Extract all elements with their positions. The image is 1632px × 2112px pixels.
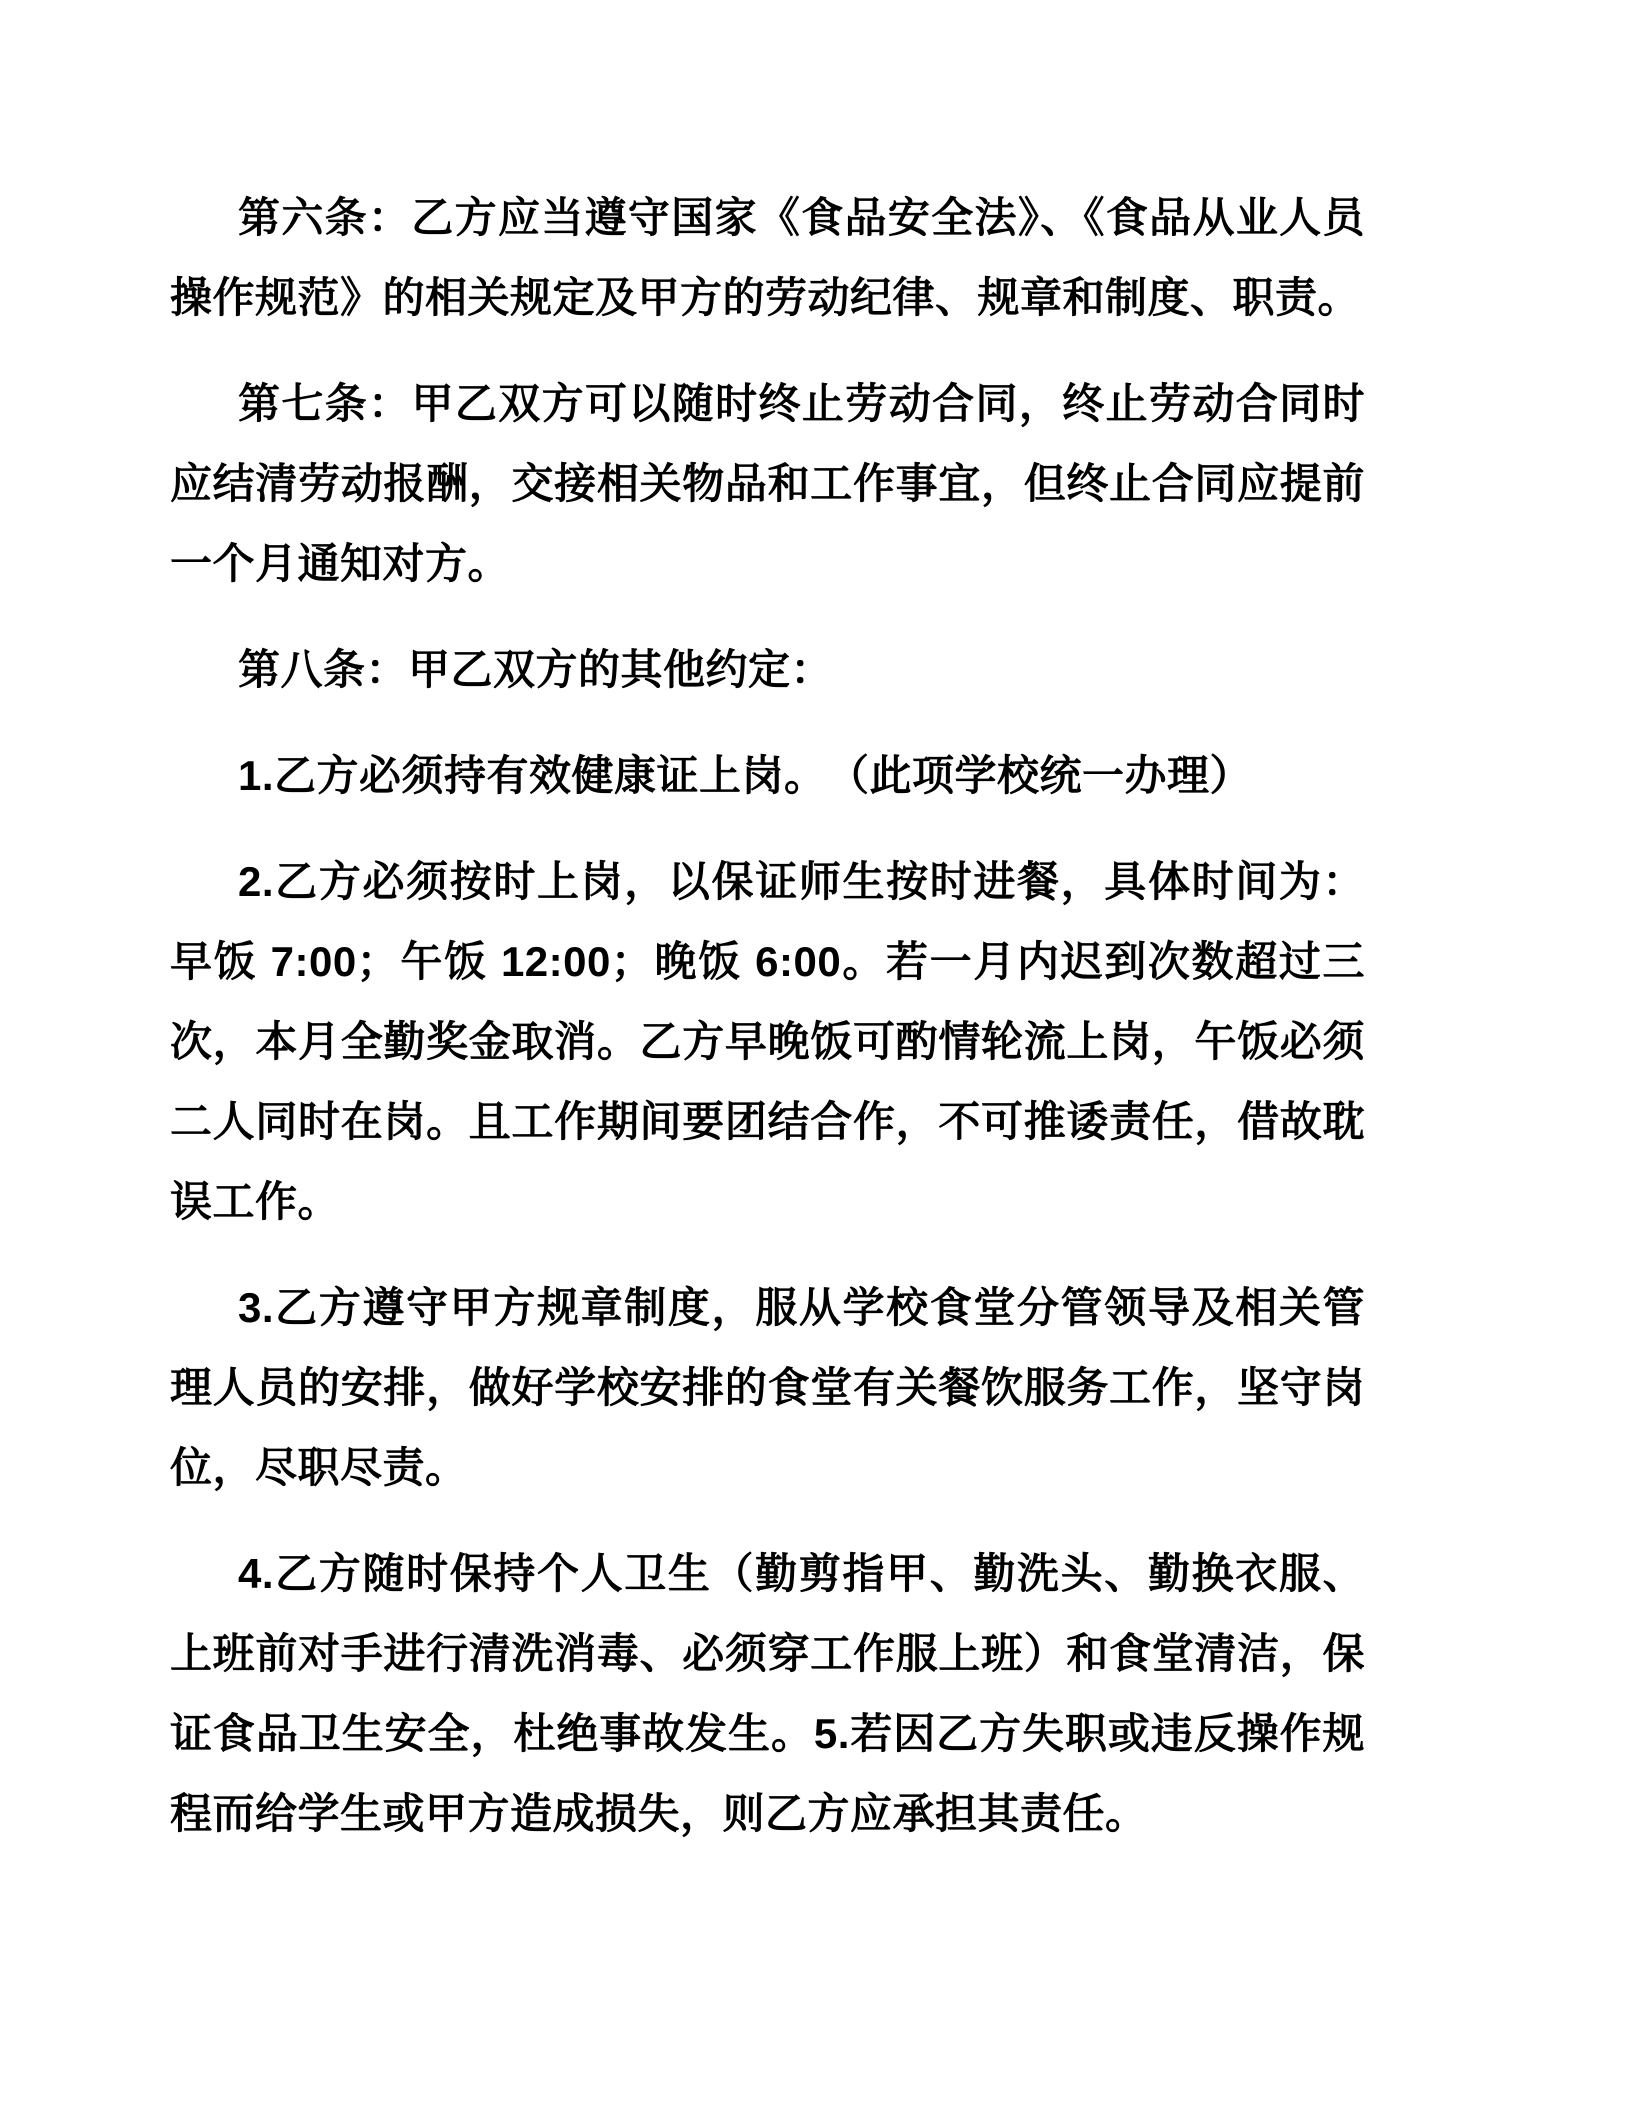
paragraph-article-6: 第六条：乙方应当遵守国家《食品安全法》、《食品从业人员操作规范》的相关规定及甲方的劳动纪律、规章和制度、职责。 [170,194,1365,321]
paragraph-clause-3: 3.乙方遵守甲方规章制度，服从学校食堂分管领导及相关管理人员的安排，做好学校安排的食堂有关餐饮服务工作，坚守岗位，尽职尽责。 [170,1284,1365,1491]
paragraph-clause-2: 2.乙方必须按时上岗，以保证师生按时进餐，具体时间为：早饭 7:00；午饭 12:00；晚饭 6:00。若一月内迟到次数超过三次，本月全勤奖金取消。乙方早晚饭可酌情轮流上岗，午饭必须二人同时在岗。且工作期间要团结合作，不可推诿责任，借故耽误工作。 [170,858,1365,1225]
paragraph-clause-1: 1.乙方必须持有效健康证上岗。 （此项学校统一办理） [238,752,1253,799]
paragraph-article-7: 第七条：甲乙双方可以随时终止劳动合同，终止劳动合同时应结清劳动报酬，交接相关物品和工作事宜，但终止合同应提前一个月通知对方。 [170,380,1365,587]
paragraph-clause-4-5: 4.乙方随时保持个人卫生（勤剪指甲、勤洗头、勤换衣服、上班前对手进行清洗消毒、必须穿工作服上班）和食堂清洁，保证食品卫生安全，杜绝事故发生。5.若因乙方失职或违反操作规程而给学生或甲方造成损失，则乙方应承担其责任。 [170,1550,1365,1837]
paragraph-article-8-heading: 第八条：甲乙双方的其他约定： [238,646,834,693]
document-body [170,178,1365,1854]
